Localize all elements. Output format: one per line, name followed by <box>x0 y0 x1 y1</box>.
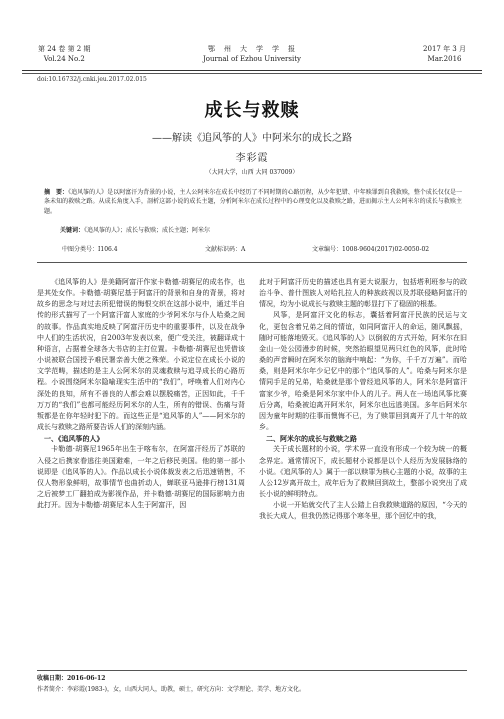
paragraph-history: 此对于阿富汗历史的描述也具有更大说服力，包括塔利班参与的政治斗争、普什图族人对哈扎拉人的种族歧视以及苏联侵略阿富汗的情况，均为小说成长与救赎主题的彰显打下了稳固的根基。 <box>259 278 467 309</box>
paragraph-section2-a: 关于成长题材的小说，学术界一直没有形成一个较为统一的概念界定。通常情况下，成长题材小说都是以个人经历为发展脉络的小说。《追风筝的人》属于一部以赎罪为核心主题的小说，故事的主人公12岁离开故土，成年后为了救赎回到故土，整部小说突出了成长小说的鲜明特点。 <box>259 445 467 498</box>
author-affiliation: （大同大学，山西 大同 037009） <box>205 169 299 176</box>
received-date: 收稿日期：2016-06-12 <box>37 675 106 682</box>
paragraph-intro: 《追风筝的人》是美籍阿富汗作家卡勒德·胡赛尼的成名作，也是其处女作。卡勒德·胡赛尼基于阿富汗的背景和自身的背景，将对故乡的思念与对过去所犯错误的悔恨交织在这部小说中，通过半自传的形式描写了一个阿富汗富人家庭的少爷阿米尔与仆人哈桑之间的故事。作品真实地反映了阿富汗历史中的重要事件，以及在战争中人们的生活状况，自2003年发表以来，便广受关注，被翻译成十种语言，占据着全球各大书店的主打位置。卡勒德·胡赛尼也凭借该小说被联合国授予难民署亲善大使之殊荣。小说定位在成长小说的文学范畴，描述的是主人公阿米尔的灵魂救赎与追寻成长的心路历程。小说围绕阿米尔隐喻现实生活中的“我们”，呼唤着人们对内心深处的良知，所有不善良的人都会难以摆脱痛苦，正因如此，千千万万的“我们”也都可能经历阿米尔的人生，所有的错误、伤痛与背叛都是在你年轻时犯下的。而这些正是“追风筝的人”——阿米尔的成长与救赎之路所要告诉人们的深刻内涵。 <box>37 278 245 432</box>
keywords-text: 《追风筝的人》；成长与救赎；成长主题；阿米尔 <box>84 227 211 234</box>
journal-name-cn: 鄂 州 大 学 学 报 <box>208 45 296 53</box>
author-bio: 作者简介：李彩霞(1983-)，女，山西大同人，助教，硕士，研究方向：文学理论、美学、地方文化。 <box>37 686 305 693</box>
issue-date-cn: 2017 年 3 月 <box>423 45 466 53</box>
author-name: 李彩霞 <box>235 153 269 164</box>
journal-name <box>22 44 482 64</box>
abstract-rule <box>37 262 467 263</box>
keywords <box>60 226 462 235</box>
volume-cn: 第 24 卷 第 2 期 <box>38 45 91 53</box>
section-heading-2: 二、阿米尔的成长与救赎之路 <box>266 434 357 444</box>
header-rule-thin <box>22 73 482 74</box>
issue-date-en: Mar.2016 <box>427 55 462 63</box>
body-column-right <box>259 277 467 522</box>
volume-en: Vol.24 No.2 <box>43 55 85 63</box>
section-heading-1: 一、《追风筝的人》 <box>44 434 104 444</box>
journal-name-en: Journal of Ezhou University <box>203 55 301 63</box>
paragraph-section1: 卡勒德·胡赛尼1965年出生于喀布尔，在阿富汗经历了苏联的入侵之后携家眷逃往美国避难，一年之后移民美国。他的第一部小说即是《追风筝的人》。作品以成长小说体裁发表之后迅速销售，不仅人物形象鲜明，故事情节也曲折动人，蝉联亚马逊排行榜131周之后被梦工厂翻拍成为影视作品，并卡勒德·胡赛尼的国际影响力由此打开。因为卡勒德·胡赛尼本人生于阿富汗，因 <box>37 445 245 510</box>
keywords-label: 关键词： <box>60 227 85 234</box>
footnote-rule <box>37 670 467 671</box>
article-number: 文章编号：1008-9604(2017)02-0050-02 <box>312 246 430 253</box>
header-rule-thick <box>22 70 482 71</box>
issue-date <box>423 44 466 64</box>
footnote <box>37 673 467 695</box>
abstract-label: 摘 要： <box>44 189 69 196</box>
paragraph-section2-b: 小说一开始就交代了主人公踏上自我救赎道路的原因，“今天的我长大成人，但我仍然记得那个寒冬里，那个回忆中的我， <box>259 501 467 521</box>
abstract <box>44 188 462 216</box>
paragraph-kite: 风筝，是阿富汗文化的标志，囊括着阿富汗民族的民运与文化，更包含着兄弟之间的情谊，如同阿富汗人的命运，随风飘摇，随时可能落地毁灭。《追风筝的人》以倒叙的方式开始，阿米尔在旧金山一处公园漫步的时候，突然抬眼望见两只红色的风筝，此时哈桑的声音瞬时在阿米尔的脑海中响起：“为你，千千万万遍”。而哈桑，则是阿米尔年少记忆中的那个“追风筝的人”。哈桑与阿米尔是情同手足的兄弟，哈桑就是那个曾经追风筝的人，阿米尔是阿富汗富家少爷，哈桑是阿米尔家中仆人的儿子。两人在一场追风筝比赛后分离，哈桑被迫离开阿米尔，阿米尔也远逃美国。多年后阿米尔因为童年时期的往事而懊悔不已，为了赎罪回到离开了几十年的故乡。 <box>259 311 467 432</box>
clc-number: 中图分类号：I106.4 <box>62 246 118 253</box>
doi: doi:10.16732/j.cnki.jeu.2017.02.015 <box>37 76 147 83</box>
body-column-left <box>37 277 245 511</box>
abstract-text: 《追风筝的人》是以阿富汗为背景的小说，主人公阿米尔在成长中经历了不同时期的心路历程，从少年犯错、中年赎罪到自我救赎，整个成长仅仅是一条未知的救赎之路。从成长角度入手，剖析这部小说的成长主题，分析阿米尔在成长过程中的心理变化以及救赎之路，进而揭示主人公阿米尔的成长与救赎主题。 <box>44 189 462 215</box>
article-subtitle: ——解读《追风筝的人》中阿米尔的成长之路 <box>152 133 352 144</box>
article-title: 成长与救赎 <box>204 100 300 121</box>
document-code: 文献标识码：A <box>205 246 246 253</box>
